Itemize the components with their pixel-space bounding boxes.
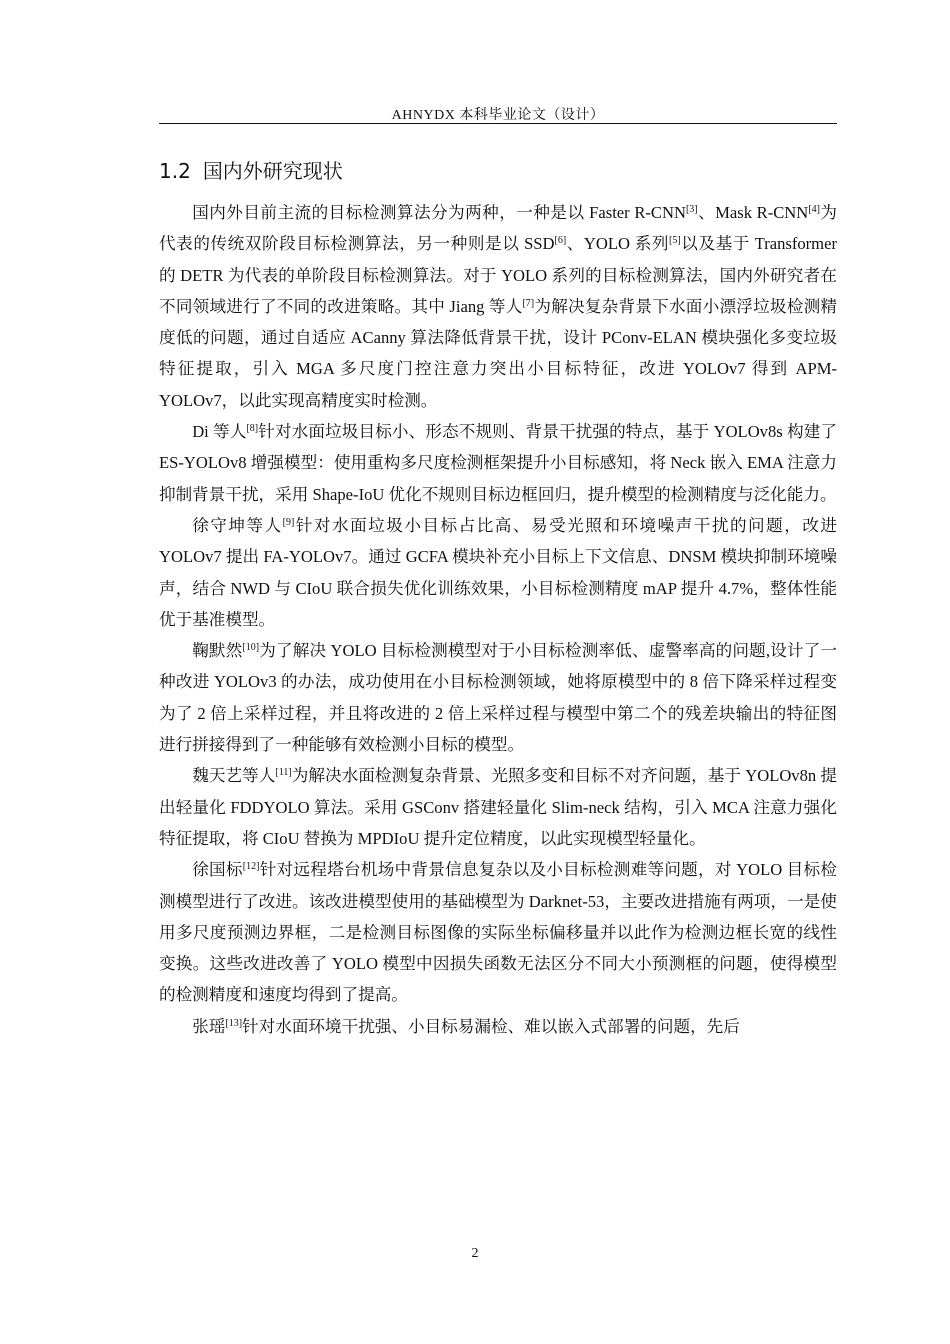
text-run: 、YOLO 系列 xyxy=(566,234,670,254)
text-run: 为代表的传统双阶段目标检测算法，另一种则是以 SSD xyxy=(159,203,837,254)
citation-ref: [4] xyxy=(808,204,820,215)
page-number: 2 xyxy=(471,1246,479,1261)
text-run: 为解决水面检测复杂背景、光照多变和目标不对齐问题，基于 YOLOv8n 提出轻量化 FDDYOLO 算法。采用 GSConv 搭建轻量化 Slim-neck 结构，引入 MCA 注意力强化特征提取，将 CIoU 替换为 MPDIoU 提升定位精度，以此实现模型轻量化。 xyxy=(159,766,837,848)
text-run: 鞠默然 xyxy=(192,641,243,661)
text-run: 为了解决 YOLO 目标检测模型对于小目标检测率低、虚警率高的问题,设计了一种改进 YOLOv3 的办法，成功使用在小目标检测领域，她将原模型中的 8 倍下降采样过程变为了 2 倍上采样过程，并且将改进的 2 倍上采样过程与模型中第二个的残差块输出的特征图进行拼接得到了一种能够有效检测小目标的模型。 xyxy=(159,641,838,755)
citation-ref: [12] xyxy=(242,861,260,873)
text-run: 针对水面环境干扰强、小目标易漏检、难以嵌入式部署的问题，先后 xyxy=(242,1016,740,1036)
citation-ref: [13] xyxy=(225,1017,243,1029)
section-heading xyxy=(159,155,343,184)
paragraph xyxy=(159,854,837,1010)
citation-ref: [11] xyxy=(275,767,292,779)
citation-ref: [10] xyxy=(242,642,260,654)
paragraph xyxy=(159,760,837,854)
paragraph xyxy=(159,197,837,416)
body-text xyxy=(159,197,837,1042)
text-run: 针对远程塔台机场中背景信息复杂以及小目标检测难等问题，对 YOLO 目标检测模型进行了改进。该改进模型使用的基础模型为 Darknet-53，主要改进措施有两项，一是使用多尺度预测边界框，二是检测目标图像的实际坐标偏移量并以此作为检测边框长宽的线性变换。这些改进改善了 YOLO 模型中因损失函数无法区分不同大小预测框的问题，使得模型的检测精度和速度均得到了提高。 xyxy=(159,860,837,1005)
paragraph xyxy=(159,1011,837,1042)
citation-ref: [3] xyxy=(685,204,698,215)
citation-ref: [5] xyxy=(669,235,681,247)
text-run: 魏天艺等人 xyxy=(192,766,276,786)
running-header: AHNYDX 本科毕业论文（设计） xyxy=(391,108,605,123)
citation-ref: [8] xyxy=(246,423,259,435)
text-run: 徐守坤等人 xyxy=(192,515,283,535)
section-number: 1.2 xyxy=(159,159,191,183)
text-run: 国内外目前主流的目标检测算法分为两种，一种是以 Faster R-CNN xyxy=(192,203,686,222)
section-title: 国内外研究现状 xyxy=(202,159,343,183)
text-run: 张瑶 xyxy=(192,1016,226,1036)
text-run: 徐国标 xyxy=(192,860,243,880)
paragraph xyxy=(159,510,837,635)
text-run: 为解决复杂背景下水面小漂浮垃圾检测精度低的问题，通过自适应 ACanny 算法降低背景干扰，设计 PConv-ELAN 模块强化多变垃圾特征提取，引入 MGA 多尺度门控注意力突出小目标特征，改进 YOLOv7 得到 APM-YOLOv7，以此实现高精度实时检测。 xyxy=(159,296,837,410)
header-rule xyxy=(159,123,837,124)
text-run: 针对水面垃圾小目标占比高、易受光照和环境噪声干扰的问题，改进 YOLOv7 提出 FA-YOLOv7。通过 GCFA 模块补充小目标上下文信息、DNSM 模块抑制环境噪声，结合 NWD 与 CIoU 联合损失优化训练效果，小目标检测精度 mAP 提升 4.7%，整体性能优于基准模型。 xyxy=(159,515,838,629)
text-run: 、Mask R-CNN xyxy=(697,203,809,222)
text-run: 以及基于 Transformer 的 DETR 为代表的单阶段目标检测算法。对于 YOLO 系列的目标检测算法，国内外研究者在不同领域进行了不同的改进策略。其中 Jiang 等人 xyxy=(159,234,837,316)
citation-ref: [7] xyxy=(522,297,535,309)
text-run: Di 等人 xyxy=(192,422,247,442)
citation-ref: [6] xyxy=(554,235,567,247)
paragraph xyxy=(159,635,837,760)
text-run: 针对水面垃圾目标小、形态不规则、背景干扰强的特点，基于 YOLOv8s 构建了 ES-YOLOv8 增强模型：使用重构多尺度检测框架提升小目标感知，将 Neck 嵌入 EMA 注意力抑制背景干扰，采用 Shape-IoU 优化不规则目标边框回归，提升模型的检测精度与泛化能力。 xyxy=(159,422,838,504)
paragraph xyxy=(159,416,837,510)
citation-ref: [9] xyxy=(282,516,295,528)
